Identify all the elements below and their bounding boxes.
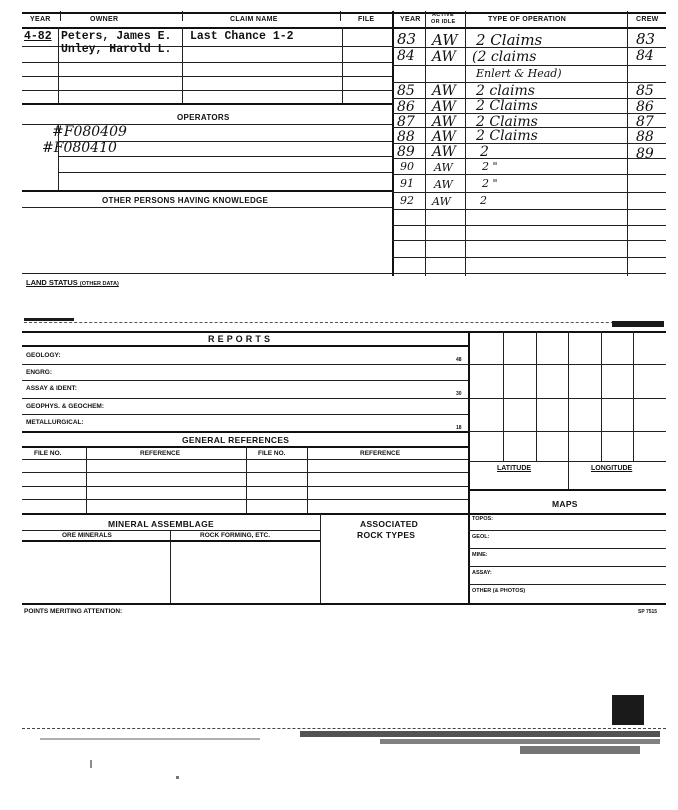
scan-smudge-right — [612, 321, 664, 327]
scan-streak — [300, 731, 660, 737]
activity-status: AW — [434, 161, 453, 174]
operator-line-1: #F080409 — [52, 124, 127, 140]
scan-black-square — [612, 695, 644, 725]
divider — [22, 207, 392, 208]
land-status-sub: (OTHER DATA) — [79, 281, 119, 287]
activity-operation: Enlert & Head) — [476, 67, 562, 80]
divider — [170, 530, 171, 603]
divider — [24, 322, 664, 323]
report-engrg: ENGRG: — [26, 369, 52, 376]
divider — [22, 499, 468, 500]
divider — [307, 446, 308, 514]
activity-year: 91 — [400, 177, 414, 190]
activity-year: 88 — [397, 129, 415, 145]
divider — [22, 62, 392, 63]
divider — [468, 461, 666, 462]
divider — [22, 513, 666, 515]
report-geology: GEOLOGY: — [26, 352, 61, 359]
activity-status: AW — [432, 129, 456, 145]
divider — [22, 414, 468, 415]
divider — [468, 584, 666, 585]
activity-crew: 86 — [636, 99, 654, 115]
activity-status: AW — [432, 195, 451, 208]
divider — [468, 331, 470, 603]
activity-status: AW — [432, 144, 456, 160]
land-status-text: LAND STATUS — [26, 278, 78, 287]
report-geophys: GEOPHYS. & GEOCHEM: — [26, 403, 105, 410]
activity-status: AW — [432, 99, 456, 115]
divider — [392, 225, 666, 226]
other-persons-title: OTHER PERSONS HAVING KNOWLEDGE — [102, 196, 269, 205]
divider — [22, 728, 666, 729]
divider — [468, 530, 666, 531]
divider — [22, 540, 320, 542]
divider — [58, 124, 59, 190]
maps-other: OTHER (& PHOTOS) — [472, 588, 526, 594]
latitude-label: LATITUDE — [497, 465, 532, 472]
divider — [22, 530, 320, 531]
divider — [22, 486, 468, 487]
report-number-18: 18 — [456, 425, 462, 431]
maps-title: MAPS — [552, 499, 578, 509]
divider — [468, 398, 666, 399]
land-status-label — [26, 278, 119, 287]
divider — [22, 459, 468, 460]
activity-year: 90 — [400, 160, 414, 173]
maps-geol: GEOL: — [472, 534, 490, 540]
divider — [58, 156, 392, 157]
rock-types-label: ROCK TYPES — [357, 530, 416, 540]
longitude-label: LONGITUDE — [591, 465, 633, 472]
activity-year: 83 — [397, 30, 417, 48]
divider — [22, 273, 666, 274]
divider — [392, 65, 666, 66]
report-metallurgical: METALLURGICAL: — [26, 419, 84, 426]
divider — [182, 27, 183, 103]
divider — [468, 548, 666, 549]
header-or-idle: OR IDLE — [431, 19, 456, 25]
ref-col-reference-1: REFERENCE — [140, 450, 181, 457]
divider — [392, 174, 666, 175]
divider — [22, 380, 468, 381]
activity-crew: 89 — [636, 146, 654, 162]
activity-crew: 88 — [636, 129, 654, 145]
divider — [22, 446, 468, 448]
divider — [58, 172, 392, 173]
report-assay: ASSAY & IDENT: — [26, 385, 77, 392]
ref-col-file-no-1: FILE NO. — [34, 450, 62, 457]
divider — [22, 431, 468, 433]
ore-minerals-label: ORE MINERALS — [62, 532, 112, 539]
operator-line-2: #F080410 — [42, 140, 117, 156]
divider — [22, 364, 468, 365]
divider — [320, 513, 321, 603]
scan-smudge-left — [24, 318, 74, 321]
activity-status: AW — [434, 178, 453, 191]
divider — [392, 257, 666, 258]
scan-streak — [90, 760, 92, 768]
divider — [392, 192, 666, 193]
header-owner: OWNER — [90, 16, 119, 23]
form-number: SP 7515 — [638, 609, 658, 615]
divider — [22, 331, 666, 333]
activity-status: AW — [432, 83, 456, 99]
divider — [468, 431, 666, 432]
divider — [468, 566, 666, 567]
claim-name-value: Last Chance 1-2 — [190, 30, 294, 43]
divider — [633, 331, 634, 461]
divider — [22, 103, 392, 105]
divider — [342, 27, 343, 103]
divider — [468, 489, 666, 491]
activity-status: AW — [432, 49, 456, 65]
divider — [22, 345, 468, 347]
divider — [392, 240, 666, 241]
divider — [86, 446, 87, 514]
scan-streak — [520, 746, 640, 754]
header-rule — [22, 27, 666, 29]
divider — [536, 331, 537, 461]
maps-topos: TOPOS: — [472, 516, 493, 522]
activity-crew: 87 — [636, 114, 654, 130]
owner-entry-year: 4-82 — [24, 30, 52, 43]
divider — [22, 603, 666, 605]
activity-operation: 2 " — [482, 177, 498, 190]
divider — [182, 11, 183, 21]
operators-title: OPERATORS — [177, 113, 230, 122]
header-claim-name: CLAIM NAME — [230, 16, 278, 23]
activity-crew: 83 — [636, 30, 656, 48]
activity-status: AW — [432, 31, 458, 49]
activity-year: 84 — [397, 48, 415, 64]
mineral-assemblage-title: MINERAL ASSEMBLAGE — [108, 519, 214, 529]
ref-col-reference-2: REFERENCE — [360, 450, 401, 457]
activity-year: 92 — [400, 194, 414, 207]
divider — [22, 90, 392, 91]
activity-year: 87 — [397, 114, 415, 130]
activity-operation: 2 " — [482, 160, 498, 173]
report-number-30: 30 — [456, 391, 462, 397]
divider — [568, 331, 569, 489]
divider — [468, 364, 666, 365]
activity-operation: 2 claims — [476, 83, 535, 99]
activity-operation: 2 Claims — [476, 31, 543, 49]
activity-year: 89 — [397, 144, 415, 160]
top-border — [22, 12, 666, 14]
owner-entry-line1: Peters, James E. — [61, 30, 172, 43]
divider — [60, 11, 61, 21]
activity-status: AW — [432, 114, 456, 130]
report-number-48: 48 — [456, 357, 462, 363]
divider — [58, 141, 392, 142]
divider — [340, 11, 341, 21]
divider — [22, 472, 468, 473]
maps-mine: MINE: — [472, 552, 488, 558]
header-crew: CREW — [636, 16, 659, 23]
activity-year: 86 — [397, 99, 415, 115]
owner-entry-line2: Unley, Harold L. — [61, 43, 172, 56]
divider — [22, 190, 392, 192]
points-meriting-attention: POINTS MERITING ATTENTION: — [24, 608, 123, 615]
divider — [392, 209, 666, 210]
divider — [246, 446, 247, 514]
activity-operation: (2 claims — [472, 49, 537, 65]
activity-crew: 85 — [636, 83, 654, 99]
divider — [22, 76, 392, 77]
activity-year: 85 — [397, 83, 415, 99]
divider — [58, 27, 59, 103]
header-file: FILE — [358, 16, 375, 23]
scan-streak — [380, 739, 660, 744]
header-active: ACTIVE — [432, 12, 454, 18]
rock-forming-label: ROCK FORMING, ETC. — [200, 532, 271, 539]
divider — [22, 398, 468, 399]
activity-operation: 2 — [480, 144, 489, 160]
scan-streak — [176, 776, 179, 779]
divider — [601, 331, 602, 461]
activity-operation: 2 — [480, 194, 487, 207]
reports-title: R E P O R T S — [208, 334, 271, 344]
header-year: YEAR — [30, 16, 51, 23]
activity-operation: 2 Claims — [476, 114, 538, 130]
divider — [503, 331, 504, 461]
activity-crew: 84 — [636, 48, 654, 64]
scan-streak — [40, 738, 260, 740]
associated-label: ASSOCIATED — [360, 519, 419, 529]
general-references-title: GENERAL REFERENCES — [182, 435, 290, 445]
header-type-of-operation: TYPE OF OPERATION — [488, 16, 567, 23]
header-year-right: YEAR — [400, 16, 421, 23]
maps-assay: ASSAY: — [472, 570, 492, 576]
activity-operation: 2 Claims — [476, 98, 538, 114]
ref-col-file-no-2: FILE NO. — [258, 450, 286, 457]
activity-operation: 2 Claims — [476, 128, 538, 144]
